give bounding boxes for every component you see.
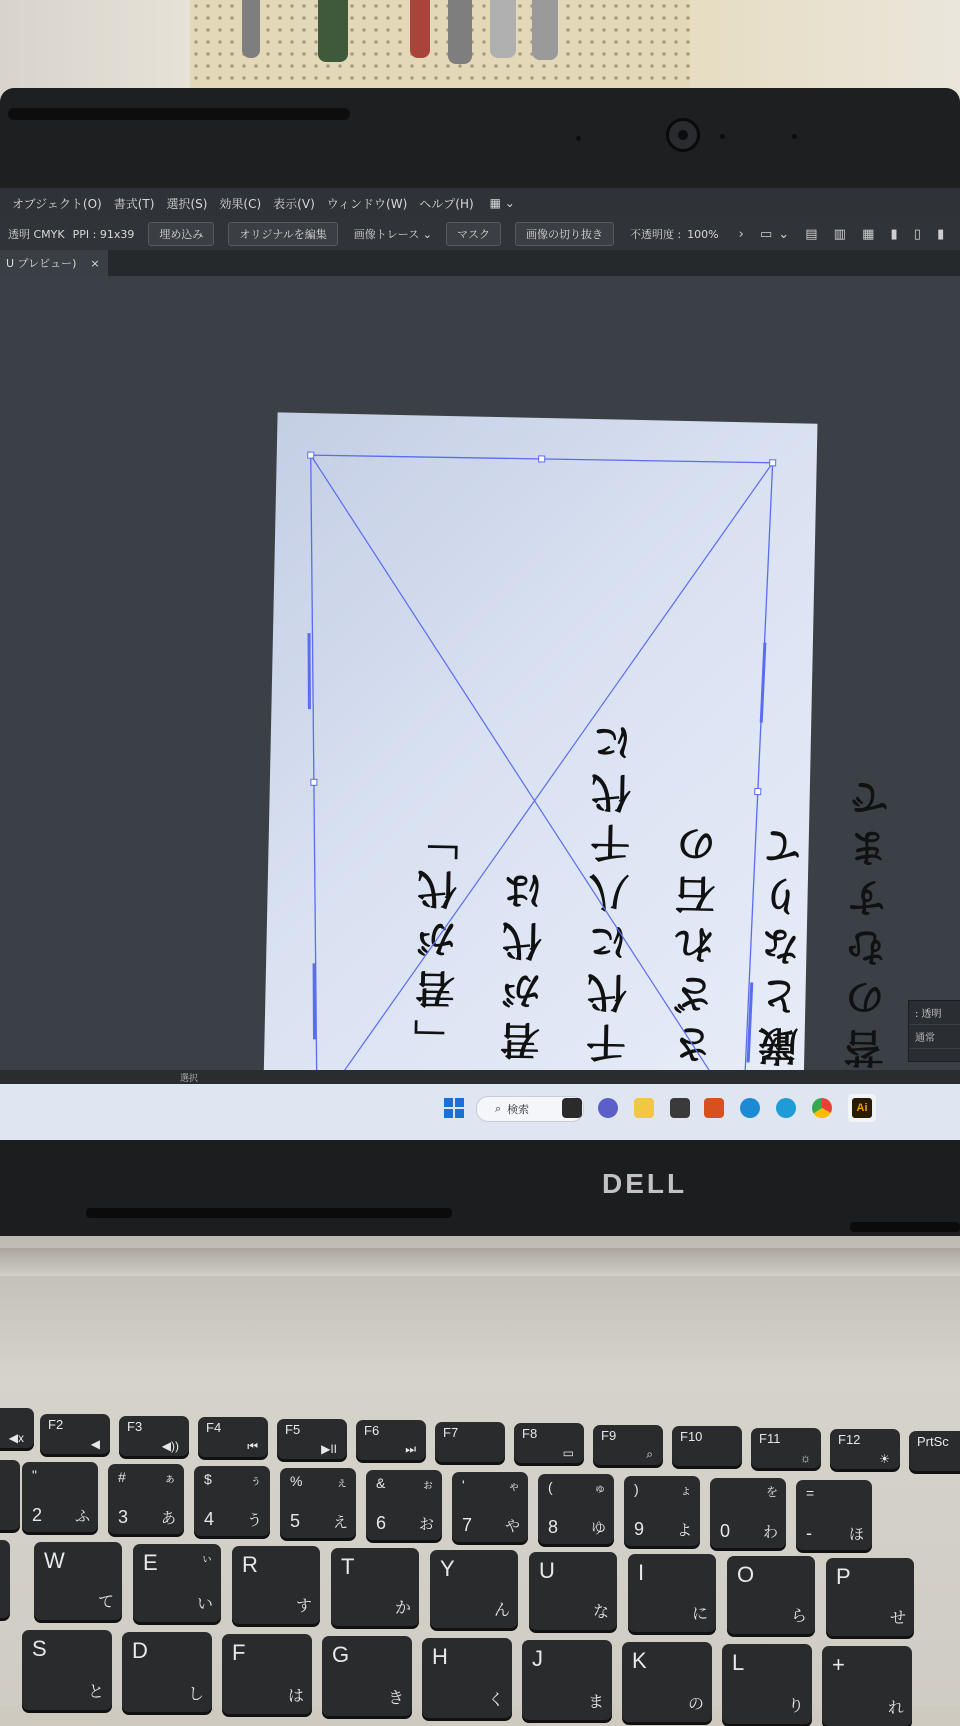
fkey-icon: ▭ bbox=[562, 1446, 574, 1460]
key-k[interactable] bbox=[622, 1642, 712, 1722]
key-letter: T bbox=[341, 1554, 355, 1579]
key-kana: あ bbox=[160, 1510, 176, 1527]
key-e[interactable] bbox=[133, 1544, 221, 1622]
key-kana: き bbox=[387, 1690, 404, 1707]
resize-handle[interactable] bbox=[311, 779, 317, 785]
key-letter: O bbox=[737, 1562, 755, 1587]
key-2[interactable] bbox=[22, 1462, 98, 1532]
key-kana: は bbox=[287, 1688, 304, 1705]
key-9[interactable] bbox=[624, 1476, 700, 1546]
chat-icon[interactable] bbox=[598, 1098, 618, 1118]
embed-button[interactable]: 埋め込み bbox=[148, 222, 214, 246]
illustrator-icon[interactable]: Ai bbox=[852, 1098, 872, 1118]
key-symbol: 0 bbox=[720, 1521, 731, 1541]
menu-object[interactable]: オブジェクト(O) bbox=[12, 196, 102, 211]
key-shift-symbol: ) bbox=[634, 1481, 639, 1497]
key-g[interactable] bbox=[322, 1636, 412, 1716]
key-kana: に bbox=[691, 1606, 708, 1623]
deck-edge bbox=[0, 1248, 960, 1276]
key-3[interactable] bbox=[108, 1464, 184, 1534]
key-s[interactable] bbox=[22, 1630, 112, 1710]
sensor-dot bbox=[792, 134, 797, 139]
key-esc-partial[interactable] bbox=[0, 1408, 34, 1448]
key-symbol: 3 bbox=[118, 1507, 129, 1527]
key-kana: ゆ bbox=[590, 1520, 606, 1537]
fkey-icon: ☀ bbox=[879, 1452, 890, 1466]
hanging-tool bbox=[318, 0, 348, 62]
lid-slot bbox=[8, 108, 350, 120]
key-shift-kana: ゃ bbox=[507, 1479, 520, 1493]
app-icon[interactable] bbox=[740, 1098, 760, 1118]
close-icon[interactable]: × bbox=[90, 256, 100, 270]
panel-title: : 透明 bbox=[909, 1001, 960, 1025]
key-i[interactable] bbox=[628, 1554, 716, 1632]
key-kana: せ bbox=[889, 1610, 906, 1627]
resize-handle[interactable] bbox=[770, 460, 776, 466]
key-letter: + bbox=[832, 1652, 845, 1677]
hinge-slot bbox=[86, 1208, 452, 1218]
key-letter: J bbox=[532, 1646, 543, 1671]
calligraphy-column: 千代に八千代に bbox=[585, 713, 640, 1064]
key-0[interactable] bbox=[710, 1478, 786, 1548]
sensor-dot bbox=[576, 136, 581, 141]
fkey-icon: ◀)) bbox=[161, 1438, 179, 1453]
menu-bar bbox=[0, 188, 960, 218]
hanging-tool bbox=[490, 0, 516, 58]
key-w[interactable] bbox=[34, 1542, 122, 1620]
key-symbol: - bbox=[806, 1523, 812, 1543]
lower-bezel bbox=[0, 1140, 960, 1236]
mute-icon: ◀x bbox=[8, 1431, 24, 1445]
calligraphy-column: 苔のむすまで bbox=[843, 768, 897, 1070]
sensor-dot bbox=[720, 134, 725, 139]
key-f3[interactable] bbox=[119, 1416, 189, 1456]
key-kana: れ bbox=[887, 1700, 904, 1717]
key--[interactable] bbox=[796, 1480, 872, 1550]
key-f2[interactable] bbox=[40, 1414, 110, 1454]
key-shift-symbol: # bbox=[118, 1469, 126, 1485]
app-icon[interactable] bbox=[704, 1098, 724, 1118]
key-kana: ま bbox=[587, 1694, 604, 1711]
key-symbol: 9 bbox=[634, 1519, 645, 1539]
key-kana: と bbox=[87, 1684, 104, 1701]
key-letter: U bbox=[539, 1558, 555, 1583]
key-f6[interactable] bbox=[356, 1420, 426, 1460]
windows-start-icon[interactable] bbox=[444, 1098, 464, 1118]
key-shift-kana: ぇ bbox=[335, 1475, 348, 1489]
fkey-label: F3 bbox=[127, 1418, 143, 1434]
key-symbol: 6 bbox=[376, 1513, 387, 1533]
key-f10[interactable] bbox=[672, 1426, 742, 1466]
mask-button[interactable]: マスク bbox=[446, 222, 501, 246]
windows-taskbar bbox=[0, 1084, 960, 1140]
fkey-icon: ▶II bbox=[321, 1441, 337, 1456]
key-shift-symbol: % bbox=[290, 1473, 303, 1489]
key-kana: お bbox=[418, 1516, 434, 1533]
key-1-partial[interactable] bbox=[0, 1460, 20, 1530]
transparency-panel[interactable] bbox=[908, 1000, 960, 1062]
opacity-label: 不透明度 : bbox=[629, 228, 682, 241]
image-trace-dropdown[interactable] bbox=[354, 226, 432, 242]
key-f[interactable] bbox=[222, 1634, 312, 1714]
fkey-label: F10 bbox=[680, 1429, 703, 1444]
key-kana: す bbox=[295, 1598, 312, 1615]
key-j[interactable] bbox=[522, 1640, 612, 1720]
key-kana: し bbox=[187, 1686, 204, 1703]
key-kana: ほ bbox=[848, 1526, 864, 1543]
key-letter: W bbox=[44, 1548, 65, 1573]
key-shift-kana: ぉ bbox=[421, 1477, 434, 1491]
status-bar bbox=[0, 1070, 960, 1084]
app-icon[interactable] bbox=[670, 1098, 690, 1118]
key-symbol: 2 bbox=[32, 1505, 43, 1525]
key-letter: K bbox=[632, 1648, 647, 1673]
fkey-label: F9 bbox=[601, 1427, 617, 1443]
canvas-area[interactable] bbox=[0, 276, 960, 1078]
key-letter: R bbox=[242, 1552, 258, 1577]
resize-handle[interactable] bbox=[308, 452, 314, 458]
key-symbol: 4 bbox=[204, 1509, 215, 1529]
key-kana: や bbox=[504, 1518, 520, 1535]
key-kana: く bbox=[487, 1692, 504, 1709]
fkey-icon: ⏮ bbox=[247, 1439, 258, 1453]
key-kana: り bbox=[787, 1698, 804, 1715]
file-explorer-icon[interactable] bbox=[634, 1098, 654, 1118]
key-f9[interactable] bbox=[593, 1425, 663, 1465]
key-shift-kana: ょ bbox=[679, 1483, 692, 1497]
key-letter: I bbox=[638, 1560, 645, 1585]
key-f7[interactable] bbox=[435, 1422, 505, 1462]
key-kana: わ bbox=[762, 1524, 778, 1541]
hanging-tool bbox=[242, 0, 260, 58]
key-kana: な bbox=[592, 1604, 609, 1621]
blend-mode-select[interactable]: 通常 bbox=[909, 1025, 960, 1049]
edge-icon[interactable] bbox=[776, 1098, 796, 1118]
document-tab-label: U プレビュー) bbox=[6, 257, 77, 270]
key-kana: い bbox=[196, 1596, 213, 1613]
key-d[interactable] bbox=[122, 1632, 212, 1712]
key-7[interactable] bbox=[452, 1472, 528, 1542]
selection-bounding-box[interactable] bbox=[262, 412, 817, 1140]
webcam-icon bbox=[666, 118, 700, 152]
menu-select[interactable]: 選択(S) bbox=[166, 196, 208, 211]
fkey-icon: ☼ bbox=[800, 1450, 811, 1465]
key-o[interactable] bbox=[727, 1556, 815, 1634]
chrome-icon[interactable] bbox=[812, 1098, 832, 1118]
align-icons[interactable]: › ▭⌄ ▤ ▥ ▦ ▮ ▯ ▮ bbox=[738, 226, 951, 242]
image-ppi: PPI : 91x39 bbox=[72, 227, 135, 241]
status-tool: 選択 bbox=[180, 1073, 199, 1084]
key-shift-symbol: $ bbox=[204, 1471, 212, 1487]
key-q-partial[interactable] bbox=[0, 1540, 10, 1618]
key-h[interactable] bbox=[422, 1638, 512, 1718]
key-+[interactable] bbox=[822, 1646, 912, 1726]
key-kana: か bbox=[394, 1600, 411, 1617]
key-shift-symbol: ( bbox=[548, 1479, 553, 1495]
key-shift-kana: ぁ bbox=[163, 1471, 176, 1485]
menu-window[interactable]: ウィンドウ(W) bbox=[326, 196, 408, 211]
key-8[interactable] bbox=[538, 1474, 614, 1544]
laptop-screen bbox=[0, 188, 960, 1140]
resize-handle[interactable] bbox=[539, 456, 545, 462]
key-letter: G bbox=[332, 1642, 350, 1667]
fkey-label: F11 bbox=[759, 1430, 781, 1446]
image-mode: 透明 CMYK bbox=[8, 228, 65, 241]
key-kana: ふ bbox=[74, 1508, 90, 1525]
key-t[interactable] bbox=[331, 1548, 419, 1626]
key-f11[interactable] bbox=[751, 1428, 821, 1468]
menu-view[interactable]: 表示(V) bbox=[273, 196, 315, 211]
fkey-label: F5 bbox=[285, 1421, 301, 1437]
key-shift-symbol: " bbox=[32, 1467, 37, 1483]
key-letter: L bbox=[732, 1650, 745, 1675]
key-f12[interactable] bbox=[830, 1429, 900, 1469]
control-bar bbox=[0, 218, 960, 250]
key-letter: D bbox=[132, 1638, 148, 1663]
menu-effect[interactable]: 効果(C) bbox=[219, 196, 262, 211]
key-letter: Y bbox=[440, 1556, 455, 1581]
task-view-icon[interactable] bbox=[562, 1098, 582, 1118]
key-f4[interactable] bbox=[198, 1417, 268, 1457]
crop-image-button[interactable]: 画像の切り抜き bbox=[515, 222, 614, 246]
key-kana: え bbox=[332, 1514, 348, 1531]
key-symbol: 5 bbox=[290, 1511, 301, 1531]
key-6[interactable] bbox=[366, 1470, 442, 1540]
key-f5[interactable] bbox=[277, 1419, 347, 1459]
pegboard bbox=[190, 0, 690, 100]
key-small-kana: ぃ bbox=[200, 1551, 213, 1565]
key-r[interactable] bbox=[232, 1546, 320, 1624]
hanging-tool bbox=[448, 0, 472, 64]
image-trace-label: 画像トレース bbox=[353, 228, 420, 241]
fkey-label: F12 bbox=[838, 1432, 861, 1447]
fkey-label: F8 bbox=[522, 1426, 538, 1441]
menu-help[interactable]: ヘルプ(H) bbox=[419, 196, 474, 211]
grid-icon[interactable]: ▦ ⌄ bbox=[489, 196, 515, 210]
dell-logo: DELL bbox=[602, 1168, 688, 1199]
key-p[interactable] bbox=[826, 1558, 914, 1636]
key-shift-kana: ぅ bbox=[249, 1473, 262, 1487]
fkey-label: F2 bbox=[48, 1417, 64, 1432]
key-kana: ん bbox=[493, 1602, 510, 1619]
hanging-tool bbox=[532, 0, 558, 60]
key-symbol: 7 bbox=[462, 1515, 473, 1535]
fkey-label: F4 bbox=[206, 1420, 222, 1435]
fkey-label: F6 bbox=[364, 1423, 380, 1438]
fkey-label: PrtSc bbox=[917, 1433, 949, 1449]
key-letter: E bbox=[143, 1550, 158, 1575]
chevron-down-icon: ⌄ bbox=[422, 228, 432, 241]
key-letter: S bbox=[32, 1636, 47, 1661]
fkey-icon: ⏭ bbox=[405, 1442, 416, 1456]
calligraphy-column: 君が代は bbox=[499, 861, 551, 1063]
key-kana: よ bbox=[676, 1522, 692, 1539]
search-label: 検索 bbox=[507, 1103, 530, 1116]
key-5[interactable] bbox=[280, 1468, 356, 1538]
calligraphy-column: さざれ石の bbox=[671, 814, 724, 1066]
search-icon: ⌕ bbox=[495, 1102, 502, 1115]
key-l[interactable] bbox=[722, 1644, 812, 1724]
key-y[interactable] bbox=[430, 1550, 518, 1628]
hanging-tool bbox=[410, 0, 430, 58]
fkey-icon: ⌕ bbox=[646, 1446, 653, 1461]
key-u[interactable] bbox=[529, 1552, 617, 1630]
key-shift-kana: ゅ bbox=[593, 1481, 606, 1495]
key-f8[interactable] bbox=[514, 1423, 584, 1463]
key-shift-symbol: ' bbox=[462, 1477, 465, 1493]
key-letter: H bbox=[432, 1644, 448, 1669]
menu-type[interactable]: 書式(T) bbox=[113, 196, 155, 211]
key-kana: て bbox=[97, 1594, 114, 1611]
fkey-icon: ◀ bbox=[90, 1437, 100, 1451]
opacity-value[interactable]: 100% bbox=[687, 227, 719, 241]
key-kana: ら bbox=[790, 1608, 807, 1625]
key-shift-kana: を bbox=[765, 1485, 778, 1499]
key-kana: の bbox=[687, 1696, 704, 1713]
key-symbol: 8 bbox=[548, 1517, 559, 1537]
key-prtsc[interactable] bbox=[909, 1431, 960, 1471]
calligraphy-column: 巌となりて bbox=[757, 816, 810, 1068]
document-tab-bar bbox=[0, 250, 960, 276]
calligraphy-column: 「君が代」 bbox=[413, 809, 466, 1061]
edit-original-button[interactable]: オリジナルを編集 bbox=[228, 222, 337, 246]
fkey-label: F7 bbox=[443, 1424, 459, 1440]
key-letter: F bbox=[232, 1640, 246, 1665]
key-kana: う bbox=[246, 1512, 262, 1529]
key-shift-symbol: = bbox=[806, 1485, 815, 1501]
resize-handle[interactable] bbox=[755, 789, 761, 795]
document-tab[interactable] bbox=[0, 250, 108, 276]
hinge-slot bbox=[850, 1222, 960, 1232]
key-letter: P bbox=[836, 1564, 851, 1589]
key-shift-symbol: & bbox=[376, 1475, 386, 1491]
key-4[interactable] bbox=[194, 1466, 270, 1536]
